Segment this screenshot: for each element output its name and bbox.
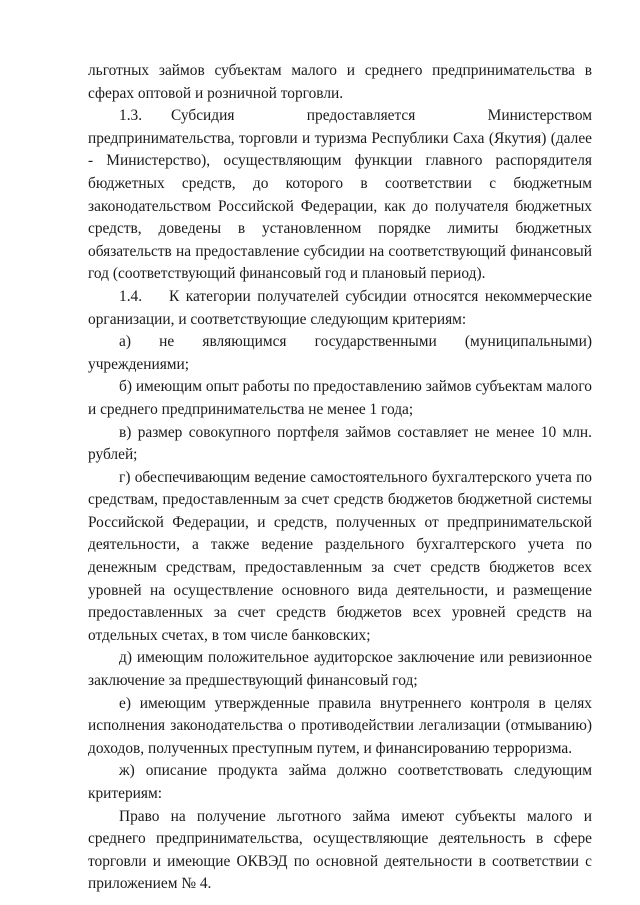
document-page	[88, 60, 592, 896]
paragraph-1-3	[88, 105, 592, 286]
criterion-a: а) не являющимся государственными (муниципальными) учреждениями;	[88, 333, 592, 373]
criterion-b: б) имеющим опыт работы по предоставлению займов субъектам малого и среднего предпринимательства не менее 1 года;	[88, 378, 592, 418]
paragraph-text: К категории получателей субсидии относятся некоммерческие организации, и соответствующие следующим критериям:	[88, 287, 592, 328]
paragraph-1-4	[88, 286, 592, 331]
paragraph-continuation: льготных займов субъектам малого и среднего предпринимательства в сферах оптовой и розничной торговли.	[88, 62, 592, 102]
criterion-e: е) имеющим утвержденные правила внутреннего контроля в целях исполнения законодательства о противодействии легализации (отмыванию) доходов, полученных преступным путем, и финансированию терроризма.	[88, 694, 592, 757]
criterion-g: г) обеспечивающим ведение самостоятельного бухгалтерского учета по средствам, предоставленным за счет средств бюджетов бюджетной системы Российской Федерации, и средств, полученных от предпринимательской деятельности, а также ведение раздельного бухгалтерского учета по денежным средствам, предоставленным за счет средств бюджетов всех уровней на осуществление основного вида деятельности, и размещение предоставленных за счет средств бюджетов всех уровней средств на отдельных счетах, в том числе банковских;	[88, 468, 592, 644]
criterion-zh: ж) описание продукта займа должно соответствовать следующим критериям:	[88, 762, 592, 802]
paragraph-number: 1.4.	[119, 287, 143, 305]
criterion-v: в) размер совокупного портфеля займов составляет не менее 10 млн. рублей;	[88, 423, 592, 464]
paragraph-loan-right: Право на получение льготного займа имеют субъекты малого и среднего предпринимательства, осуществляющие деятельность в сфере торговли и имеющие ОКВЭД по основной деятельности в соответствии с приложением № 4.	[88, 807, 592, 893]
criterion-d: д) имеющим положительное аудиторское заключение или ревизионное заключение за предшествующий финансовый год;	[88, 649, 592, 690]
paragraph-number: 1.3.	[119, 107, 143, 125]
paragraph-text: Субсидия предоставляется Министерством предпринимательства, торговли и туризма Республики Саха (Якутия) (далее - Министерство), осуществляющим функции главного распорядителя бюджетных средств, до которого в соответствии с бюджетным законодательством Российской Федерации, как до получателя бюджетных средств, доведены в установленном порядке лимиты бюджетных обязательств на предоставление субсидии на соответствующий финансовый год (соответствующий финансовый год и плановый период).	[88, 107, 592, 283]
